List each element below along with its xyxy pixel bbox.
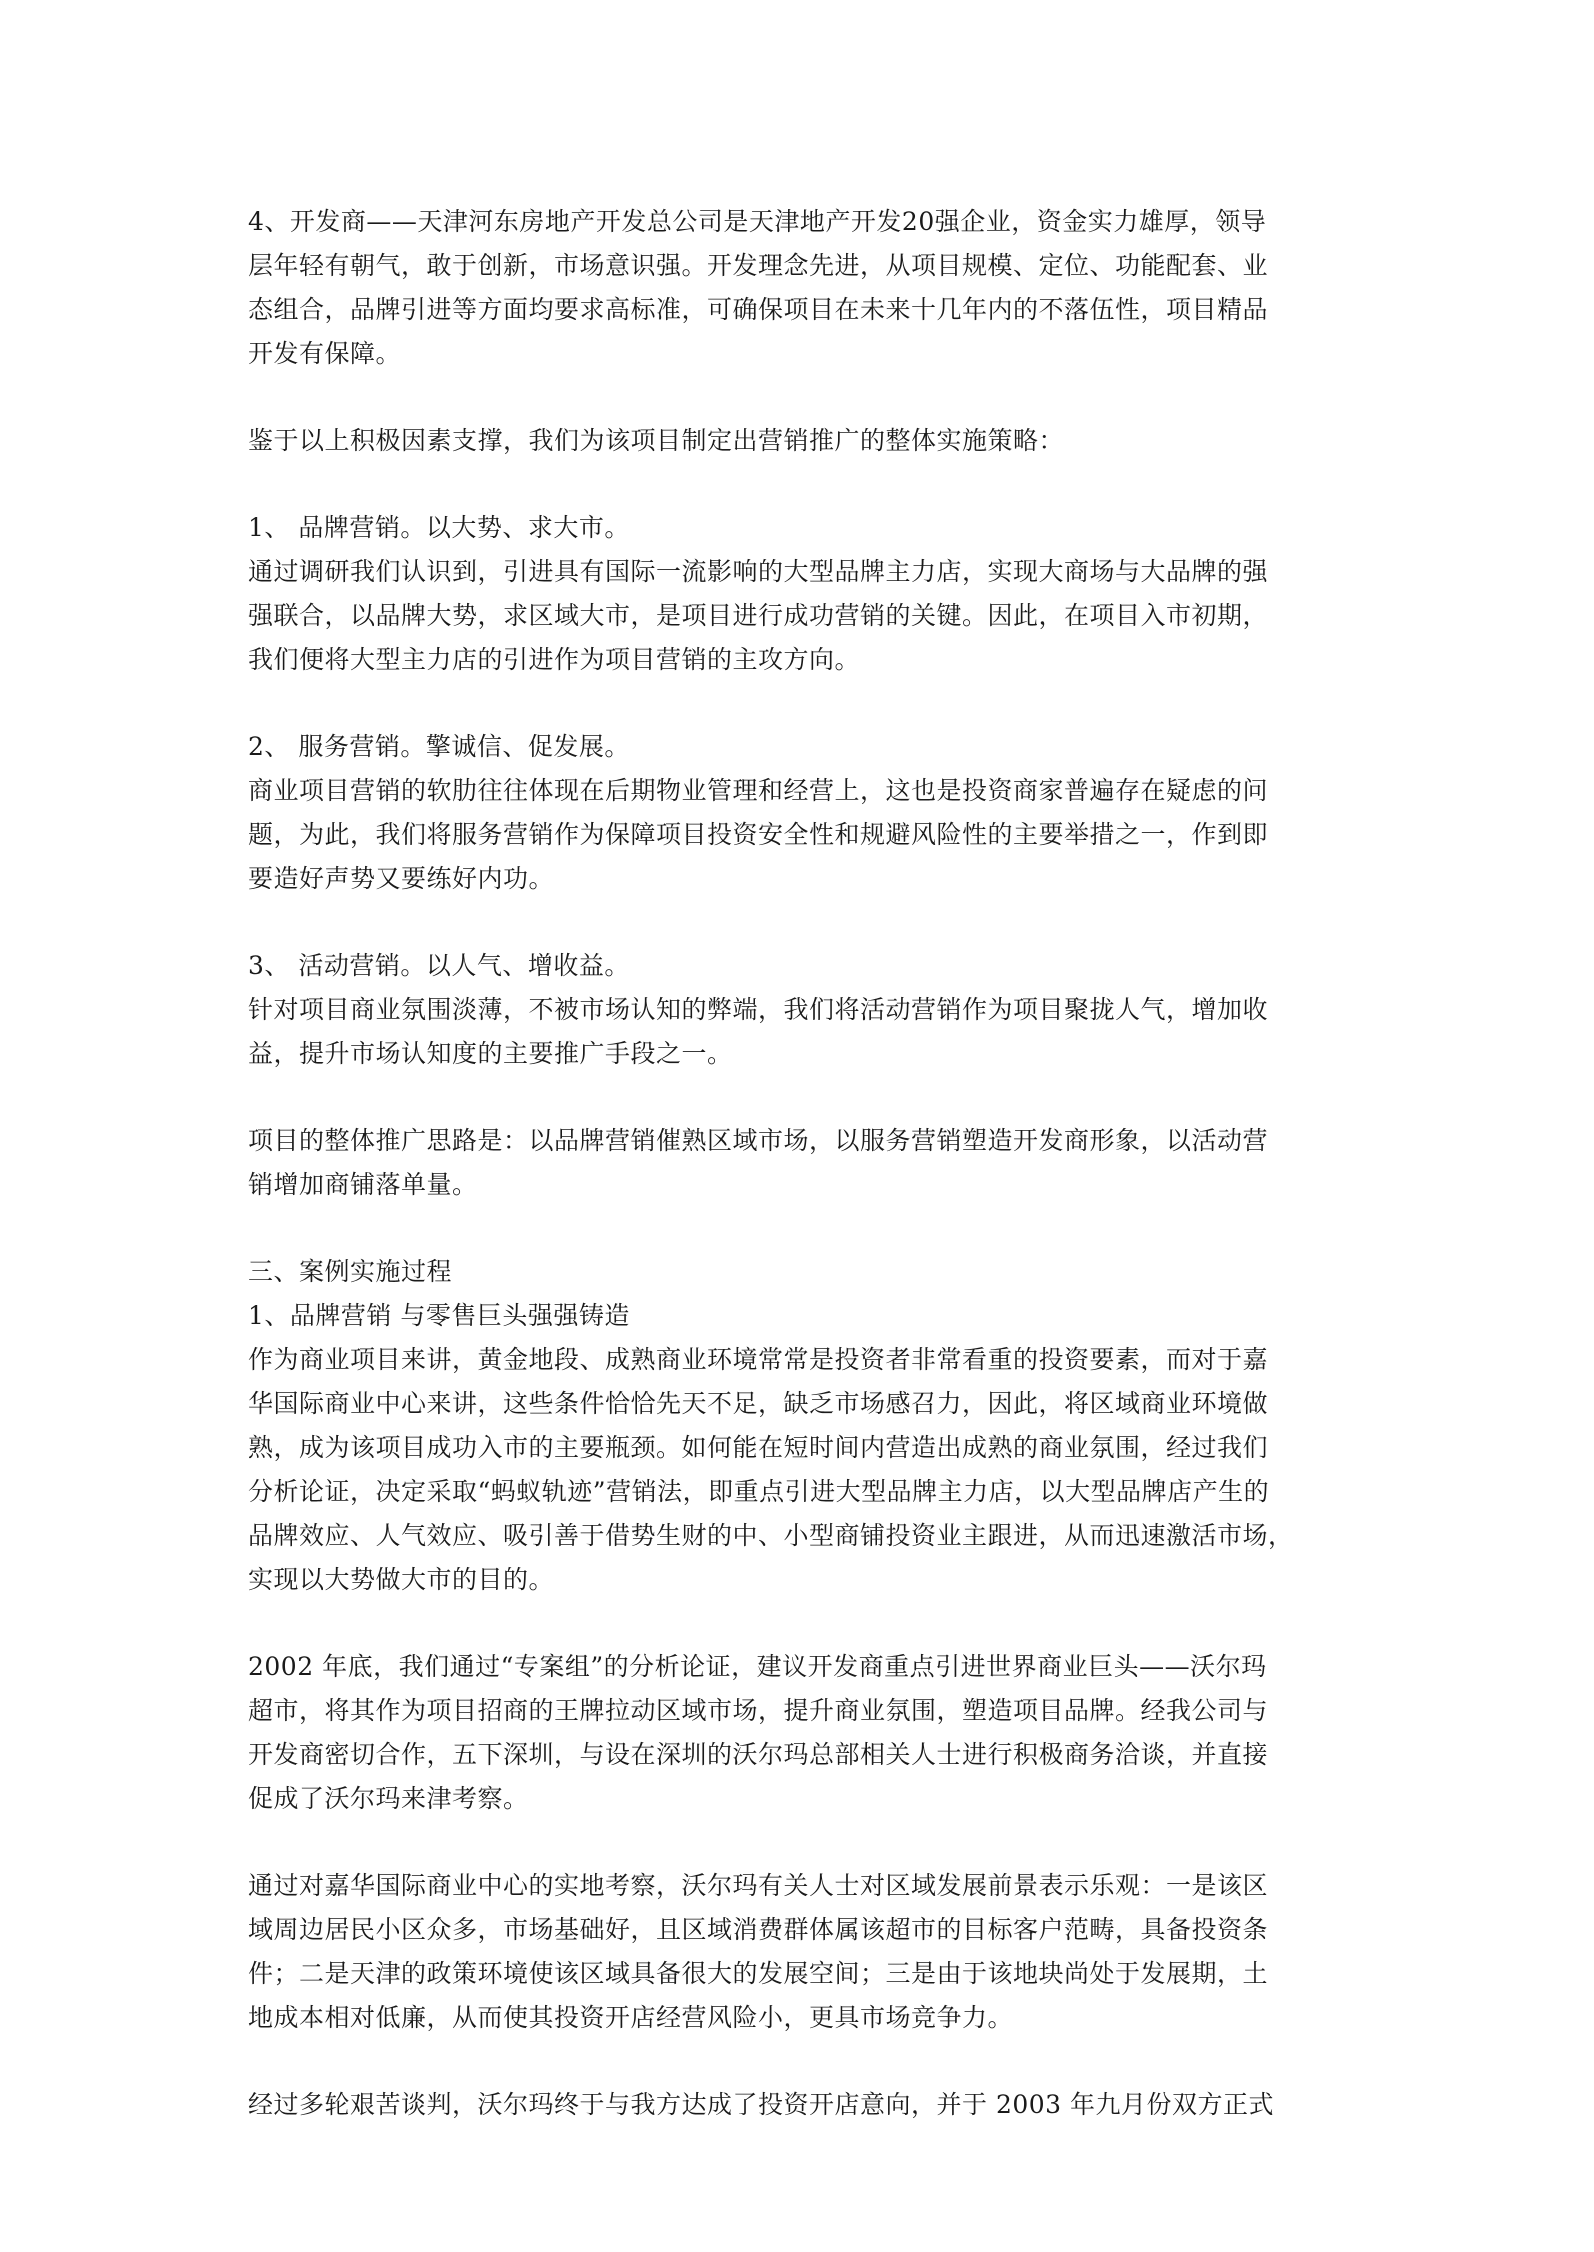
paragraph-spacer	[248, 2040, 1354, 2083]
paragraph-event-marketing: 3、 活动营销。以人气、增收益。 针对项目商业氛围淡薄，不被市场认知的弊端，我们将活动营销作为项目聚拢人气，增加收 益，提升市场认知度的主要推广手段之一。	[248, 951, 1269, 1068]
document-body	[248, 200, 1354, 2127]
paragraph-developer: 4、开发商——天津河东房地产开发总公司是天津地产开发20强企业，资金实力雄厚，领导 层年轻有朝气，敢于创新，市场意识强。开发理念先进，从项目规模、定位、功能配套、业 态组合，品牌引进等方面均要求高标准，可确保项目在未来十几年内的不落伍性，项目精品 开发有保障。	[248, 207, 1269, 368]
paragraph-spacer	[248, 463, 1354, 506]
paragraph-brand-marketing: 1、 品牌营销。以大势、求大市。 通过调研我们认识到，引进具有国际一流影响的大型品牌主力店，实现大商场与大品牌的强 强联合，以品牌大势，求区域大市，是项目进行成功营销的关键。因此，在项目入市初期， 我们便将大型主力店的引进作为项目营销的主攻方向。	[248, 513, 1269, 674]
paragraph-strategy-intro: 鉴于以上积极因素支撑，我们为该项目制定出营销推广的整体实施策略：	[248, 426, 1065, 455]
paragraph-spacer	[248, 1821, 1354, 1864]
paragraph-spacer	[248, 901, 1354, 944]
paragraph-spacer	[248, 1602, 1354, 1645]
paragraph-spacer	[248, 1076, 1354, 1119]
paragraph-spacer	[248, 682, 1354, 725]
paragraph-spacer	[248, 1207, 1354, 1250]
paragraph-spacer	[248, 376, 1354, 419]
paragraph-walmart-intro: 2002 年底，我们通过“专案组”的分析论证，建议开发商重点引进世界商业巨头——沃尔玛 超市，将其作为项目招商的王牌拉动区域市场，提升商业氛围，塑造项目品牌。经我公司与 开发商密切合作，五下深圳，与设在深圳的沃尔玛总部相关人士进行积极商务洽谈，并直接 促成了沃尔玛来津考察。	[248, 1652, 1269, 1813]
paragraph-service-marketing: 2、 服务营销。擎诚信、促发展。 商业项目营销的软肋往往体现在后期物业管理和经营上，这也是投资商家普遍存在疑虑的问 题，为此，我们将服务营销作为保障项目投资安全性和规避风险性的主要举措之一，作到即 要造好声势又要练好内功。	[248, 732, 1269, 893]
paragraph-negotiation: 经过多轮艰苦谈判，沃尔玛终于与我方达成了投资开店意向，并于 2003 年九月份双方正式	[248, 2090, 1275, 2119]
paragraph-walmart-inspection: 通过对嘉华国际商业中心的实地考察，沃尔玛有关人士对区域发展前景表示乐观：一是该区 域周边居民小区众多，市场基础好，且区域消费群体属该超市的目标客户范畴，具备投资条 件；二是天津的政策环境使该区域具备很大的发展空间；三是由于该地块尚处于发展期，土 地成本相对低廉，从而使其投资开店经营风险小，更具市场竞争力。	[248, 1871, 1269, 2032]
paragraph-overall-approach: 项目的整体推广思路是：以品牌营销催熟区域市场，以服务营销塑造开发商形象，以活动营 销增加商铺落单量。	[248, 1126, 1269, 1199]
paragraph-case-process: 三、案例实施过程 1、品牌营销 与零售巨头强强铸造 作为商业项目来讲，黄金地段、成熟商业环境常常是投资者非常看重的投资要素，而对于嘉 华国际商业中心来讲，这些条件恰恰先天不足，缺乏市场感召力，因此，将区域商业环境做 熟，成为该项目成功入市的主要瓶颈。如何能在短时间内营造出成熟的商业氛围，经过我们 分析论证，决定采取“蚂蚁轨迹”营销法，即重点引进大型品牌主力店，以大型品牌店产生的 品牌效应、人气效应、吸引善于借势生财的中、小型商铺投资业主跟进，从而迅速激活市场， 实现以大势做大市的目的。	[248, 1257, 1294, 1594]
